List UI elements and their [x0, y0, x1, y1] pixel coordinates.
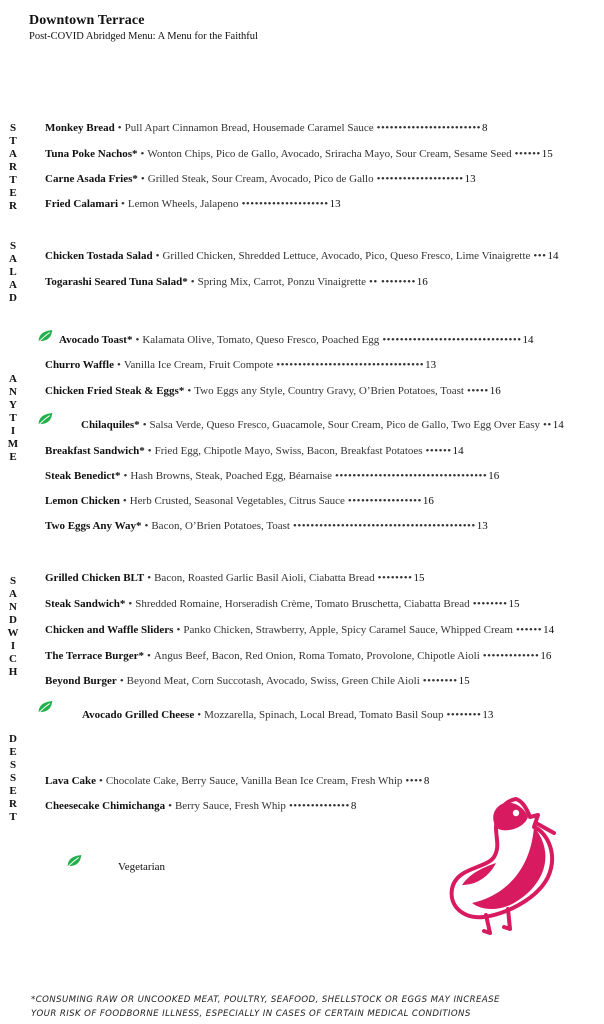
- item-description: Bacon, Roasted Garlic Basil Aioli, Ciabatta Bread: [154, 572, 375, 584]
- vegetarian-legend: Vegetarian: [118, 861, 166, 873]
- item-description: Mozzarella, Spinach, Local Bread, Tomato Basil Soup: [204, 709, 444, 721]
- leader-dots: •••••: [466, 385, 489, 397]
- item-price: 8: [482, 122, 488, 134]
- bullet: •: [140, 148, 145, 160]
- leader-dots: ••••••••: [446, 709, 482, 721]
- item-description: Berry Sauce, Fresh Whip: [174, 800, 286, 812]
- leader-dots: •••••••••••••••••: [347, 495, 422, 507]
- menu-item: [45, 444, 464, 458]
- item-name: Fried Calamari: [45, 198, 119, 210]
- leader-dots: ••••••••: [377, 572, 413, 584]
- item-price: 15: [508, 598, 520, 610]
- item-price: 14: [547, 250, 559, 262]
- item-name: Steak Benedict*: [45, 470, 121, 482]
- bullet: •: [176, 624, 181, 636]
- menu-item: [45, 519, 488, 533]
- bullet: •: [142, 419, 147, 431]
- item-price: 15: [458, 675, 470, 687]
- item-name: Chicken Fried Steak & Eggs*: [45, 385, 185, 397]
- bullet: •: [121, 198, 125, 210]
- bullet: •: [197, 709, 202, 721]
- item-name: Lava Cake: [45, 775, 97, 787]
- leader-dots: ••••: [405, 775, 423, 787]
- bullet: •: [155, 250, 160, 262]
- item-description: Panko Chicken, Strawberry, Apple, Spicy Caramel Sauce, Whipped Cream: [183, 624, 513, 636]
- leader-dots: •• ••••••••: [369, 276, 416, 288]
- item-price: 15: [541, 148, 553, 160]
- item-description: Spring Mix, Carrot, Ponzu Vinaigrette: [197, 276, 367, 288]
- item-name: Tuna Poke Nachos*: [45, 148, 138, 160]
- leader-dots: ••••••••: [422, 675, 458, 687]
- item-price: 16: [488, 470, 500, 482]
- item-name: Breakfast Sandwich*: [45, 445, 145, 457]
- item-price: 16: [416, 276, 428, 288]
- item-description: Hash Browns, Steak, Poached Egg, Béarnaise: [130, 470, 332, 482]
- bullet: •: [146, 650, 151, 662]
- menu-item: [59, 333, 534, 347]
- menu-subtitle: Post-COVID Abridged Menu: A Menu for the Faithful: [29, 31, 258, 42]
- item-name: Chilaquiles*: [81, 419, 140, 431]
- disclaimer-line: *CONSUMING RAW OR UNCOOKED MEAT, POULTRY, SEAFOOD, SHELLSTOCK OR EGGS MAY INCREASE: [31, 995, 500, 1005]
- item-description: Pull Apart Cinnamon Bread, Housemade Caramel Sauce: [124, 122, 374, 134]
- item-name: Chicken and Waffle Sliders: [45, 624, 174, 636]
- bullet: •: [187, 385, 192, 397]
- leader-dots: ••••••••••••••••••••••••••••••••: [382, 334, 522, 346]
- leader-dots: ••: [543, 419, 552, 431]
- menu-item: [45, 674, 470, 688]
- bullet: •: [122, 495, 127, 507]
- leaf-icon: [37, 329, 54, 343]
- item-name: Steak Sandwich*: [45, 598, 126, 610]
- item-description: Shredded Romaine, Horseradish Crème, Tomato Bruschetta, Ciabatta Bread: [135, 598, 470, 610]
- bullet: •: [135, 334, 140, 346]
- bullet: •: [140, 173, 145, 185]
- item-name: Churro Waffle: [45, 359, 114, 371]
- menu-item: [45, 774, 429, 788]
- menu-item: [45, 494, 434, 508]
- item-name: Lemon Chicken: [45, 495, 120, 507]
- leader-dots: ••••••••••••••: [288, 800, 350, 812]
- menu-item: [81, 418, 564, 432]
- allergen-disclaimer: [31, 993, 596, 1021]
- item-description: Vanilla Ice Cream, Fruit Compote: [123, 359, 274, 371]
- leader-dots: ••••••••••••••••••••••••: [376, 122, 482, 134]
- menu-item: [45, 197, 341, 211]
- leader-dots: ••••••••: [472, 598, 508, 610]
- menu-item: [45, 249, 558, 263]
- item-name: The Terrace Burger*: [45, 650, 144, 662]
- item-description: Chocolate Cake, Berry Sauce, Vanilla Bean Ice Cream, Fresh Whip: [105, 775, 403, 787]
- menu-item: [45, 358, 436, 372]
- leader-dots: ••••••••••••••••••••••••••••••••••: [276, 359, 425, 371]
- category-dessert: D E S S E R T: [9, 733, 17, 823]
- menu-item: [45, 571, 424, 585]
- item-description: Angus Beef, Bacon, Red Onion, Roma Tomato, Provolone, Chipotle Aioli: [153, 650, 480, 662]
- bullet: •: [190, 276, 195, 288]
- item-price: 13: [482, 709, 494, 721]
- leaf-icon: [37, 412, 54, 426]
- leader-dots: ••••••: [425, 445, 452, 457]
- item-price: 13: [329, 198, 341, 210]
- category-sandwich: S A N D W I C H: [7, 575, 19, 678]
- item-price: 16: [489, 385, 501, 397]
- category-starter: S T A R T E R: [9, 122, 17, 212]
- bullet: •: [144, 520, 149, 532]
- category-anytime: A N Y T I M E: [7, 373, 19, 463]
- item-price: 13: [464, 173, 476, 185]
- item-price: 8: [423, 775, 430, 787]
- bullet: •: [147, 572, 152, 584]
- item-description: Grilled Steak, Sour Cream, Avocado, Pico de Gallo: [147, 173, 374, 185]
- item-description: Bacon, O’Brien Potatoes, Toast: [151, 520, 290, 532]
- item-name: Cheesecake Chimichanga: [45, 800, 166, 812]
- item-name: Avocado Grilled Cheese: [82, 709, 195, 721]
- menu-item: [45, 469, 499, 483]
- item-name: Avocado Toast*: [59, 334, 133, 346]
- item-price: 8: [350, 800, 357, 812]
- item-description: Salsa Verde, Queso Fresco, Guacamole, Sour Cream, Pico de Gallo, Two Egg Over Easy: [149, 419, 541, 431]
- leader-dots: ••••••: [515, 624, 543, 636]
- menu-item: [45, 121, 488, 135]
- bullet: •: [168, 800, 172, 812]
- item-price: 14: [522, 334, 534, 346]
- disclaimer-line: YOUR RISK OF FOODBORNE ILLNESS, ESPECIALLY IN CASES OF CERTAIN MEDICAL CONDITIONS: [31, 1009, 471, 1019]
- leader-dots: ••••••••••••••••••••: [241, 198, 329, 210]
- bullet: •: [123, 470, 128, 482]
- leader-dots: •••••••••••••: [482, 650, 540, 662]
- category-salad: S A L A D: [9, 240, 17, 304]
- leader-dots: •••: [533, 250, 547, 262]
- menu-item: [45, 799, 356, 813]
- item-description: Fried Egg, Chipotle Mayo, Swiss, Bacon, Breakfast Potatoes: [154, 445, 423, 457]
- item-name: Grilled Chicken BLT: [45, 572, 145, 584]
- bullet: •: [116, 359, 121, 371]
- item-price: 14: [552, 419, 564, 431]
- leader-dots: •••••••••••••••••••••••••••••••••••: [334, 470, 488, 482]
- leader-dots: ••••••: [514, 148, 541, 160]
- menu-item: [45, 384, 501, 398]
- item-description: Two Eggs any Style, Country Gravy, O’Brien Potatoes, Toast: [194, 385, 464, 397]
- item-price: 13: [476, 520, 488, 532]
- leaf-icon: [66, 854, 83, 868]
- item-description: Grilled Chicken, Shredded Lettuce, Avocado, Pico, Queso Fresco, Lime Vinaigrette: [162, 250, 531, 262]
- menu-item: [45, 597, 520, 611]
- bullet: •: [99, 775, 103, 787]
- item-description: Wonton Chips, Pico de Gallo, Avocado, Sriracha Mayo, Sour Cream, Sesame Seed: [147, 148, 512, 160]
- leader-dots: ••••••••••••••••••••: [376, 173, 464, 185]
- item-price: 14: [452, 445, 464, 457]
- item-price: 16: [422, 495, 434, 507]
- menu-item: [45, 172, 476, 186]
- menu-item: [45, 147, 553, 161]
- item-description: Kalamata Olive, Tomato, Queso Fresco, Poached Egg: [142, 334, 380, 346]
- item-price: 14: [543, 624, 555, 636]
- item-name: Two Eggs Any Way*: [45, 520, 142, 532]
- menu-item: [82, 708, 493, 722]
- leader-dots: ••••••••••••••••••••••••••••••••••••••••••: [293, 520, 476, 532]
- item-name: Carne Asada Fries*: [45, 173, 138, 185]
- item-price: 13: [425, 359, 437, 371]
- bullet: •: [119, 675, 124, 687]
- item-name: Togarashi Seared Tuna Salad*: [45, 276, 188, 288]
- item-price: 16: [540, 650, 552, 662]
- menu-item: [45, 649, 551, 663]
- item-description: Lemon Wheels, Jalapeno: [127, 198, 239, 210]
- item-price: 15: [413, 572, 425, 584]
- item-name: Chicken Tostada Salad: [45, 250, 153, 262]
- item-description: Herb Crusted, Seasonal Vegetables, Citrus Sauce: [129, 495, 345, 507]
- item-name: Beyond Burger: [45, 675, 117, 687]
- menu-item: [45, 623, 554, 637]
- item-name: Monkey Bread: [45, 122, 115, 134]
- restaurant-title: Downtown Terrace: [29, 13, 145, 28]
- bullet: •: [147, 445, 152, 457]
- bullet: •: [117, 122, 122, 134]
- bird-logo-icon: [444, 793, 566, 937]
- menu-item: [45, 275, 428, 289]
- bullet: •: [128, 598, 133, 610]
- leaf-icon: [37, 700, 54, 714]
- item-description: Beyond Meat, Corn Succotash, Avocado, Swiss, Green Chile Aioli: [126, 675, 420, 687]
